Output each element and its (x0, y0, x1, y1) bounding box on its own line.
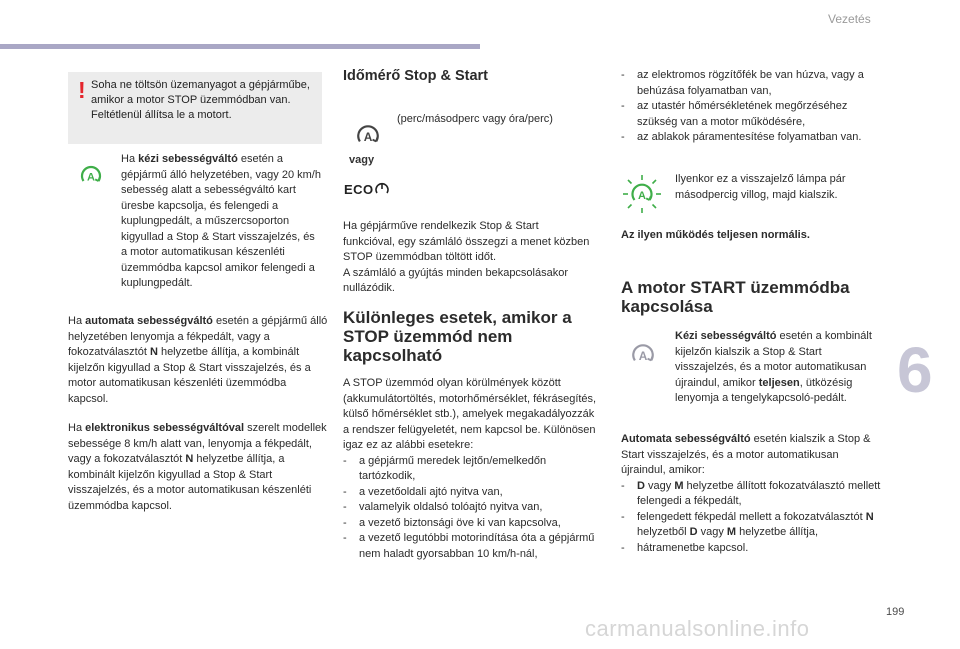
svg-text:A: A (638, 348, 648, 363)
list-item: - az utastér hőmérsékletének megőrzéséhez szükség van a motor működésére, (621, 99, 886, 130)
a-in-circle-blinking-icon (622, 174, 662, 214)
a-in-circle-icon (79, 164, 103, 188)
automatic-start-text: Automata sebességváltó esetén kialszik a Stop & Start visszajelzés, és a motor automatikusan újraindul, amikor: - D vagy M helyzetbe állított fokozatválasztó mellett felengedi a fékpedált, - felengedett fékpedál mellett a fokozatválasztót N helyzetből D vagy M helyzetbe állítja, - hátramenetbe kapcsol. (621, 432, 886, 556)
list-item: - a vezető biztonsági öve ki van kapcsolva, (343, 516, 598, 532)
section-title: Vezetés (828, 12, 871, 26)
watermark: carmanualsonline.info (585, 616, 810, 641)
electronic-stop-text: Ha elektronikus sebességváltóval szerelt modellek sebessége 8 km/h alatt van, lenyomja a fékpedált, vagy a fokozatválasztót N helyzetbe állítja, a kombinált kijelzőn kigyullad a Stop & Start visszajelzés, és a motor automatikusan készenléti üzemmódba kapcsol. (68, 422, 327, 512)
list-item: - a vezetőoldali ajtó nyitva van, (343, 485, 598, 501)
list-item: - felengedett fékpedál mellett a fokozatválasztót N helyzetből D vagy M helyzetbe állítja, (621, 510, 886, 541)
timer-description: Ha gépjárműve rendelkezik Stop & Start funkcióval, egy számláló összegzi a menet közben STOP üzemmódban töltött időt. A számláló a gyújtás minden bekapcsolásakor nullázódik. (343, 220, 590, 294)
special-cases-continued (621, 68, 886, 146)
svg-text:A: A (87, 171, 95, 184)
manual-start-text: Kézi sebességváltó esetén a kombinált kijelzőn kialszik a Stop & Start visszajelzés, és a motor automatikusan újraindul, amikor teljesen, ütközésig lenyomja a tengelykapcsoló-pedált. (675, 330, 872, 404)
list-item: - az elektromos rögzítőfék be van húzva, vagy a behúzása folyamatban van, (621, 68, 886, 99)
normal-operation-text: Az ilyen működés teljesen normális. (621, 229, 810, 241)
list-item: - a gépjármű meredek lejtőn/emelkedőn tartózkodik, (343, 454, 598, 485)
svg-text:A: A (363, 129, 373, 144)
special-cases-heading: Különleges esetek, amikor a STOP üzemmód nem kapcsolható (343, 308, 572, 365)
special-cases-body: A STOP üzemmód olyan körülmények között (akkumulátortöltés, motorhőmérséklet, fékrásegítés, külső hőmérséklet stb.), amelyek megakadályozzák a rendszer felügyeletét, nem kapcsol be. Különösen igaz ez az alábbi esetekre: - a gépjármű meredek lejtőn/emelkedőn tartózkodik, - a vezetőoldali ajtó nyitva van, - valamelyik oldalsó tolóajtó nyitva van, - a vezető biztonsági öve ki van kapcsolva, - a vezető legutóbbi motorindítása óta a gépjármű nem haladt gyorsabban 10 km/h-nál, (343, 376, 598, 562)
start-mode-heading: A motor START üzemmódba kapcsolása (621, 278, 850, 316)
list-item: - hátramenetbe kapcsol. (621, 541, 886, 557)
timer-heading: Időmérő Stop & Start (343, 68, 489, 84)
a-in-circle-icon (630, 342, 656, 368)
exclamation-icon: ! (78, 77, 86, 103)
warning-text: Soha ne töltsön üzemanyagot a gépjárműbe, amikor a motor STOP üzemmódban van. Feltétlenül állítsa le a motort. (91, 79, 310, 121)
header-accent-bar (0, 44, 480, 49)
list-item: - a vezető legutóbbi motorindítása óta a gépjármű nem haladt gyorsabban 10 km/h-nál, (343, 531, 598, 562)
timer-unit-text: (perc/másodperc vagy óra/perc) (397, 113, 553, 125)
manual-stop-text: Ha kézi sebességváltó esetén a gépjármű álló helyzetében, vagy 20 km/h sebesség alatt a sebességváltó kart üresbe kapcsolja, és felengedi a kuplungpedált, a műszercsoporton kigyullad a Stop & Start visszajelzés, és a motor automatikusan készenléti üzemmódba kapcsol amikor felengedi a kuplungpedált. (121, 153, 321, 289)
list-item: - valamelyik oldalsó tolóajtó nyitva van, (343, 500, 598, 516)
list-item: - az ablakok páramentesítése folyamatban van. (621, 130, 886, 146)
eco-label: ECO (344, 182, 374, 197)
svg-text:A: A (638, 190, 646, 202)
page-number: 199 (886, 606, 905, 618)
automatic-stop-text: Ha automata sebességváltó esetén a gépjármű álló helyzetében lenyomja a fékpedált, vagy a fokozatválasztót N helyzetbe állítja, a kombinált kijelzőn kigyullad a Stop & Start visszajelzés, és a motor automatikusan készenléti üzemmódba kapcsol. (68, 315, 328, 405)
blink-text: Ilyenkor ez a visszajelző lámpa pár másodpercig villog, majd kialszik. (675, 173, 846, 201)
eco-stop-icon (374, 181, 390, 197)
a-in-circle-icon (355, 123, 381, 149)
chapter-number: 6 (897, 334, 933, 406)
or-label: vagy (349, 154, 375, 166)
list-item: - D vagy M helyzetbe állított fokozatválasztó mellett felengedi a fékpedált, (621, 479, 886, 510)
